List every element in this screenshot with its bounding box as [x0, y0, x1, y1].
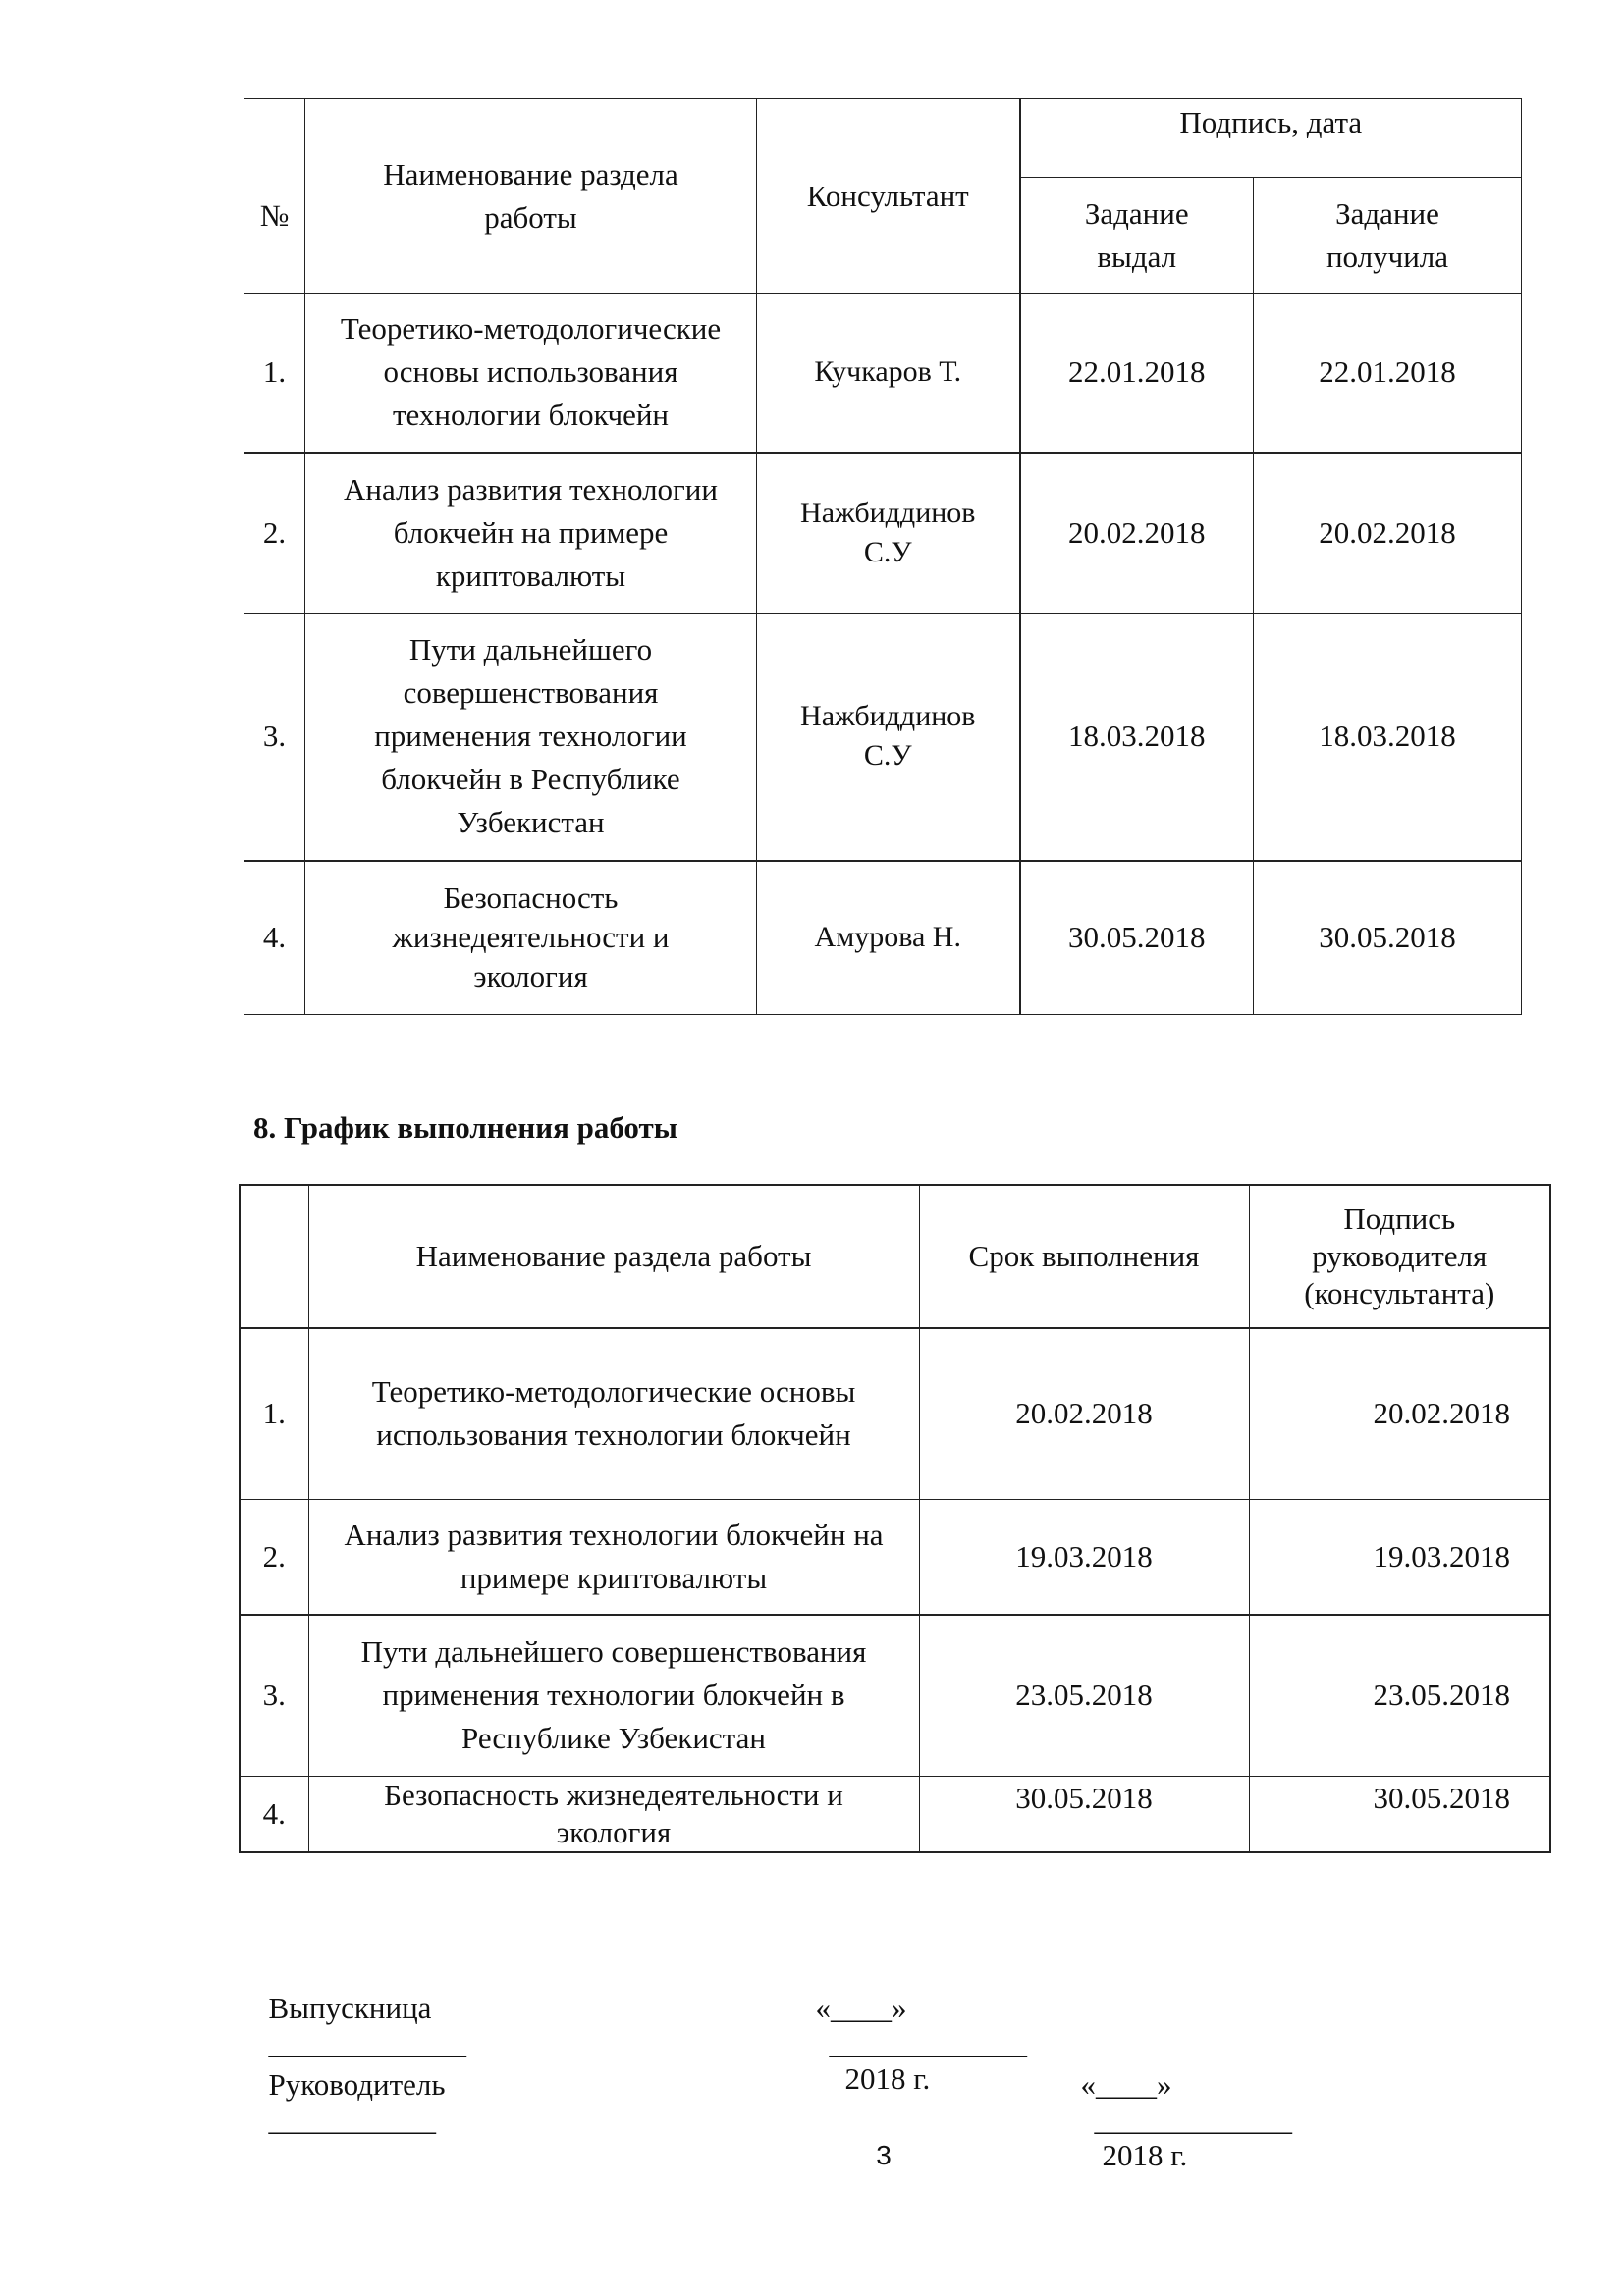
row-received: 30.05.2018: [1254, 861, 1522, 1015]
row-section: Теоретико-методологические основы использования технологии блокчейн: [305, 294, 757, 453]
table-row: [244, 294, 1522, 453]
header-consultant: Консультант: [757, 99, 1020, 294]
row-issued: 18.03.2018: [1020, 614, 1254, 861]
schedule-table: [239, 1184, 1551, 1853]
supervisor-day: «____»: [1080, 2067, 1172, 2102]
row-section: Пути дальнейшего совершенствования применения технологии блокчейн в Республике Узбекистан: [305, 614, 757, 861]
row-consultant: Нажбиддинов С.У: [757, 453, 1020, 614]
graduate-month-blank: _____________: [829, 2026, 1027, 2060]
row-section: Безопасность жизнедеятельности и экология: [305, 861, 757, 1015]
consultants-table: [244, 98, 1522, 1015]
row-number: 4.: [240, 1776, 308, 1852]
graduate-day: «____»: [815, 1991, 907, 2025]
header-number: №: [244, 99, 305, 294]
table-row: [240, 1328, 1550, 1499]
row-section: Анализ развития технологии блокчейн на примере криптовалюты: [308, 1499, 919, 1615]
row-issued: 30.05.2018: [1020, 861, 1254, 1015]
graduate-blank: _____________: [268, 2026, 466, 2060]
row-issued: 20.02.2018: [1020, 453, 1254, 614]
row-section: Пути дальнейшего совершенствования применения технологии блокчейн в Республике Узбекистан: [308, 1615, 919, 1776]
row-signature: 19.03.2018: [1249, 1499, 1550, 1615]
graduate-label: Выпускница: [268, 1991, 432, 2025]
row-section: Безопасность жизнедеятельности и экология: [308, 1776, 919, 1852]
supervisor-year: 2018 г.: [1102, 2138, 1188, 2172]
header-number-empty: [240, 1185, 308, 1328]
header-section: Наименование раздела работы: [308, 1185, 919, 1328]
row-signature: 20.02.2018: [1249, 1328, 1550, 1499]
row-consultant: Амурова Н.: [757, 861, 1020, 1015]
header-signature-date: Подпись, дата: [1020, 99, 1522, 178]
row-deadline: 23.05.2018: [919, 1615, 1249, 1776]
table-row: [240, 1776, 1550, 1852]
header-signature: Подпись руководителя (консультанта): [1249, 1185, 1550, 1328]
table-row: [244, 861, 1522, 1015]
row-received: 22.01.2018: [1254, 294, 1522, 453]
header-received: Задание получила: [1254, 178, 1522, 294]
row-deadline: 30.05.2018: [919, 1776, 1249, 1852]
header-section: Наименование раздела работы: [305, 99, 757, 294]
row-section: Анализ развития технологии блокчейн на примере криптовалюты: [305, 453, 757, 614]
row-number: 1.: [240, 1328, 308, 1499]
table-row: [240, 1499, 1550, 1615]
supervisor-month-blank: _____________: [1094, 2103, 1292, 2137]
table-row: [244, 453, 1522, 614]
graduate-year: 2018 г.: [844, 2061, 931, 2096]
section-title: 8. График выполнения работы: [253, 1110, 677, 1145]
row-section: Теоретико-методологические основы использования технологии блокчейн: [308, 1328, 919, 1499]
row-number: 4.: [244, 861, 305, 1015]
row-received: 18.03.2018: [1254, 614, 1522, 861]
row-deadline: 19.03.2018: [919, 1499, 1249, 1615]
row-issued: 22.01.2018: [1020, 294, 1254, 453]
row-number: 3.: [240, 1615, 308, 1776]
row-consultant: Нажбиддинов С.У: [757, 614, 1020, 861]
row-number: 1.: [244, 294, 305, 453]
row-number: 2.: [244, 453, 305, 614]
header-issued: Задание выдал: [1020, 178, 1254, 294]
row-number: 2.: [240, 1499, 308, 1615]
row-signature: 30.05.2018: [1249, 1776, 1550, 1852]
row-received: 20.02.2018: [1254, 453, 1522, 614]
supervisor-signature-line: [253, 2032, 446, 2138]
table-row: [240, 1615, 1550, 1776]
row-deadline: 20.02.2018: [919, 1328, 1249, 1499]
graduate-date-line: [800, 1955, 1027, 2097]
row-number: 3.: [244, 614, 305, 861]
page-number: 3: [876, 2140, 892, 2170]
row-signature: 23.05.2018: [1249, 1615, 1550, 1776]
header-deadline: Срок выполнения: [919, 1185, 1249, 1328]
supervisor-blank: ___________: [268, 2103, 436, 2137]
supervisor-label: Руководитель: [268, 2067, 446, 2102]
table-row: [244, 614, 1522, 861]
row-consultant: Кучкаров Т.: [757, 294, 1020, 453]
